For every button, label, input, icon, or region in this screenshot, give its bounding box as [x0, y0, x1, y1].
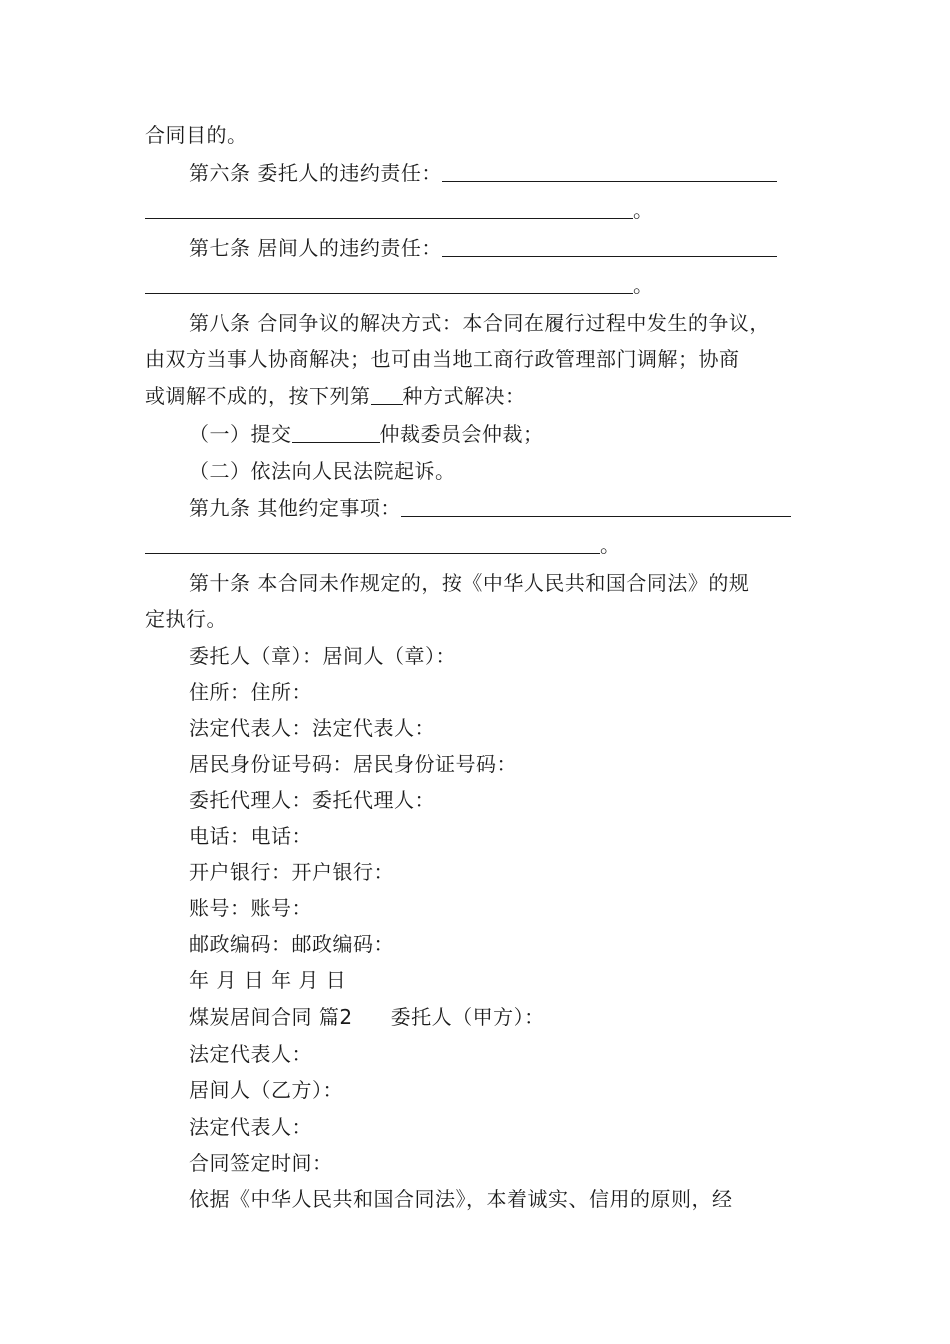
clause-6-cont: [145, 198, 654, 222]
signature-line: 委托人（章）：居间人（章）：: [189, 644, 456, 668]
clause-8-text-a: 或调解不成的，按下列第: [145, 384, 371, 408]
clause-10: 第十条 本合同未作规定的，按《中华人民共和国合同法》的规: [189, 571, 750, 595]
fill-blank[interactable]: [401, 496, 791, 517]
fill-blank[interactable]: [442, 236, 777, 257]
fill-blank[interactable]: [371, 384, 403, 405]
clause-8-line-3: [145, 384, 526, 408]
signature-line: 开户银行：开户银行：: [189, 860, 394, 884]
period: 。: [600, 533, 621, 557]
clause-6-text: 第六条 委托人的违约责任：: [189, 161, 442, 185]
fill-blank[interactable]: [145, 533, 600, 554]
section-title: 煤炭居间合同 篇2: [189, 1005, 353, 1029]
party-line: 法定代表人：: [189, 1042, 312, 1066]
clause-7: [189, 236, 777, 260]
period: 。: [633, 273, 654, 297]
clause-10-line-2: 定执行。: [145, 607, 227, 631]
option-1: [189, 422, 544, 446]
period: 。: [633, 198, 654, 222]
clause-8-text-b: 种方式解决：: [402, 384, 526, 408]
date-line: 年 月 日 年 月 日: [189, 968, 347, 992]
option-2: （二）依法向人民法院起诉。: [189, 459, 456, 483]
fill-blank[interactable]: [442, 161, 777, 182]
signature-line: 法定代表人：法定代表人：: [189, 716, 435, 740]
clause-9-cont: [145, 533, 621, 557]
party-line: 合同签定时间：: [189, 1151, 333, 1175]
paragraph-line: 合同目的。: [145, 123, 248, 147]
signature-line: 账号：账号：: [189, 896, 312, 920]
signature-line: 住所：住所：: [189, 680, 312, 704]
clause-8: 第八条 合同争议的解决方式：本合同在履行过程中发生的争议，: [189, 311, 770, 335]
signature-line: 电话：电话：: [189, 824, 312, 848]
section-heading: [189, 1005, 545, 1029]
clause-6: [189, 161, 777, 185]
clause-7-text: 第七条 居间人的违约责任：: [189, 236, 442, 260]
fill-blank[interactable]: [292, 422, 380, 443]
party-a-label: 委托人（甲方）：: [390, 1005, 545, 1029]
clause-8-line-2: 由双方当事人协商解决；也可由当地工商行政管理部门调解；协商: [145, 347, 740, 371]
signature-line: 邮政编码：邮政编码：: [189, 932, 394, 956]
paragraph-line: 依据《中华人民共和国合同法》，本着诚实、信用的原则，经: [189, 1187, 733, 1211]
clause-7-cont: [145, 273, 654, 297]
clause-9: [189, 496, 791, 520]
signature-line: 居民身份证号码：居民身份证号码：: [189, 752, 517, 776]
fill-blank[interactable]: [145, 198, 633, 219]
party-line: 法定代表人：: [189, 1115, 312, 1139]
clause-9-text: 第九条 其他约定事项：: [189, 496, 401, 520]
party-line: 居间人（乙方）：: [189, 1078, 343, 1102]
fill-blank[interactable]: [145, 273, 633, 294]
signature-line: 委托代理人：委托代理人：: [189, 788, 435, 812]
option-1-text-a: （一）提交: [189, 422, 292, 446]
option-1-text-b: 仲裁委员会仲裁；: [379, 422, 544, 446]
